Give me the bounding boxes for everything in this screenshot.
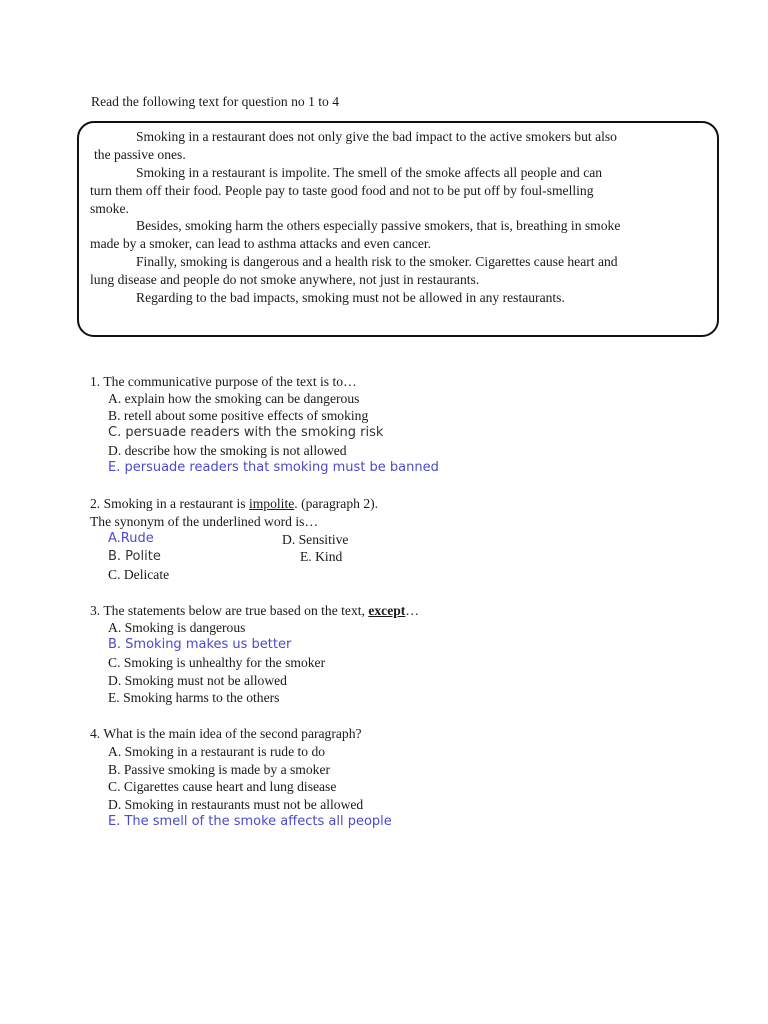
stem-text: … [405,603,419,618]
option-e-answer: E. The smell of the smoke affects all people [108,814,392,829]
question-stem: 4. What is the main idea of the second paragraph? [90,726,362,741]
passage-line: Regarding to the bad impacts, smoking must not be allowed in any restaurants. [136,290,565,305]
option-c: C. Delicate [108,567,170,582]
passage-line: the passive ones. [94,147,186,162]
stem-text: 2. Smoking in a restaurant is [90,496,249,511]
passage-line: Besides, smoking harm the others especially passive smokers, that is, breathing in smoke [136,218,621,233]
passage-line: Smoking in a restaurant is impolite. The smell of the smoke affects all people and can [136,165,603,180]
option-e: E. Kind [300,549,343,564]
option-b-answer: B. Smoking makes us better [108,637,292,652]
passage-line: smoke. [90,201,129,216]
question-stem [90,603,419,619]
option-a: A. explain how the smoking can be dangerous [108,391,360,406]
emphasized-word: except [368,603,406,618]
option-b: B. Passive smoking is made by a smoker [108,762,331,777]
option-c: C. persuade readers with the smoking risk [108,425,384,440]
stem-text: 3. The statements below are true based on the text, [90,603,369,618]
option-b: B. retell about some positive effects of smoking [108,408,369,423]
option-b: B. Polite [108,549,161,564]
passage-line: Finally, smoking is dangerous and a health risk to the smoker. Cigarettes cause heart and [136,254,618,269]
instructions: Read the following text for question no 1 to 4 [91,94,340,109]
question-stem-line2: The synonym of the underlined word is… [90,514,319,529]
option-d: D. Sensitive [282,532,349,547]
question-stem [90,496,378,512]
option-a: A. Smoking in a restaurant is rude to do [108,744,326,759]
option-d: D. Smoking must not be allowed [108,673,287,688]
question-stem: 1. The communicative purpose of the text is to… [90,374,357,389]
passage-line: Smoking in a restaurant does not only give the bad impact to the active smokers but also [136,129,617,144]
stem-text: . (paragraph 2). [294,496,379,511]
passage-line: lung disease and people do not smoke anywhere, not just in restaurants. [90,272,480,287]
option-c: C. Cigarettes cause heart and lung disease [108,779,337,794]
underlined-word: impolite [248,496,295,511]
option-d: D. describe how the smoking is not allowed [108,443,347,458]
option-a: A. Smoking is dangerous [108,620,246,635]
passage-line: made by a smoker, can lead to asthma attacks and even cancer. [90,236,432,251]
option-e: E. Smoking harms to the others [108,690,280,705]
passage-line: turn them off their food. People pay to taste good food and not to be put off by foul-smelling [90,183,594,198]
option-d: D. Smoking in restaurants must not be allowed [108,797,364,812]
option-e-answer: E. persuade readers that smoking must be banned [108,460,439,475]
option-a-answer: A.Rude [108,531,154,546]
option-c: C. Smoking is unhealthy for the smoker [108,655,326,670]
